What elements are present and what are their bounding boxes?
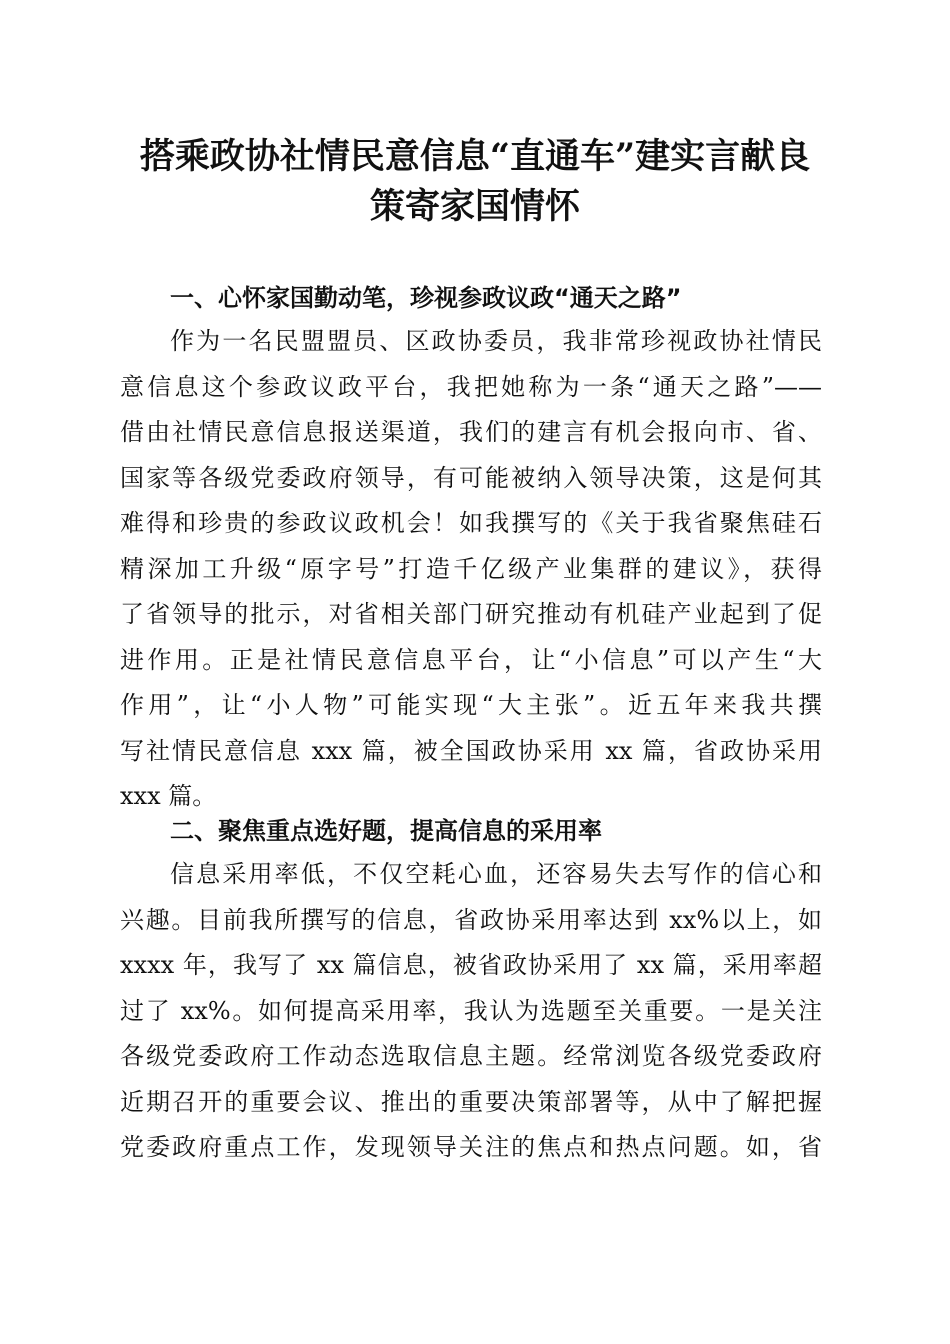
- paragraph-line: 了省领导的批示，对省相关部门研究推动有机硅产业起到了促: [120, 600, 822, 628]
- paragraph-line: 作用”，让“小人物”可能实现“大主张”。近五年来我共撰: [120, 691, 822, 719]
- section-1-paragraph: [120, 319, 822, 820]
- title-line-2: 策寄家国情怀: [369, 186, 580, 227]
- paragraph-line: 难得和珍贵的参政议政机会！如我撰写的《关于我省聚焦硅石: [120, 509, 822, 537]
- section-2-paragraph: [120, 852, 822, 1171]
- paragraph-line: 作为一名民盟盟员、区政协委员，我非常珍视政协社情民: [170, 327, 822, 355]
- paragraph-line: 意信息这个参政议政平台，我把她称为一条“通天之路”——: [120, 372, 822, 401]
- paragraph-line: 过了 xx%。如何提高采用率，我认为选题至关重要。一是关注: [120, 996, 822, 1025]
- section-1-heading: 一、心怀家国勤动笔，珍视参政议政“通天之路”: [170, 284, 682, 312]
- paragraph-line: 国家等各级党委政府领导，有可能被纳入领导决策，这是何其: [120, 463, 822, 492]
- paragraph-line: 进作用。正是社情民意信息平台，让“小信息”可以产生“大: [120, 645, 822, 674]
- section-2-heading: 二、聚焦重点选好题，提高信息的采用率: [170, 817, 602, 845]
- paragraph-line: xxxx 年，我写了 xx 篇信息，被省政协采用了 xx 篇，采用率超: [120, 951, 822, 979]
- paragraph-line: 党委政府重点工作，发现领导关注的焦点和热点问题。如，省: [120, 1133, 822, 1161]
- paragraph-line: 近期召开的重要会议、推出的重要决策部署等，从中了解把握: [120, 1087, 822, 1116]
- paragraph-line: 借由社情民意信息报送渠道，我们的建言有机会报向市、省、: [120, 418, 822, 446]
- paragraph-line: xxx 篇。: [120, 782, 217, 810]
- paragraph-line: 各级党委政府工作动态选取信息主题。经常浏览各级党委政府: [120, 1042, 822, 1070]
- paragraph-line: 兴趣。目前我所撰写的信息，省政协采用率达到 xx%以上，如: [120, 905, 822, 934]
- title-line-1: 搭乘政协社情民意信息“直通车”建实言献良: [139, 136, 811, 177]
- document-title: [110, 132, 840, 232]
- paragraph-line: 精深加工升级“原字号”打造千亿级产业集群的建议》，获得: [120, 554, 822, 583]
- paragraph-line: 写社情民意信息 xxx 篇，被全国政协采用 xx 篇，省政协采用: [120, 736, 822, 765]
- paragraph-line: 信息采用率低，不仅空耗心血，还容易失去写作的信心和: [170, 860, 822, 888]
